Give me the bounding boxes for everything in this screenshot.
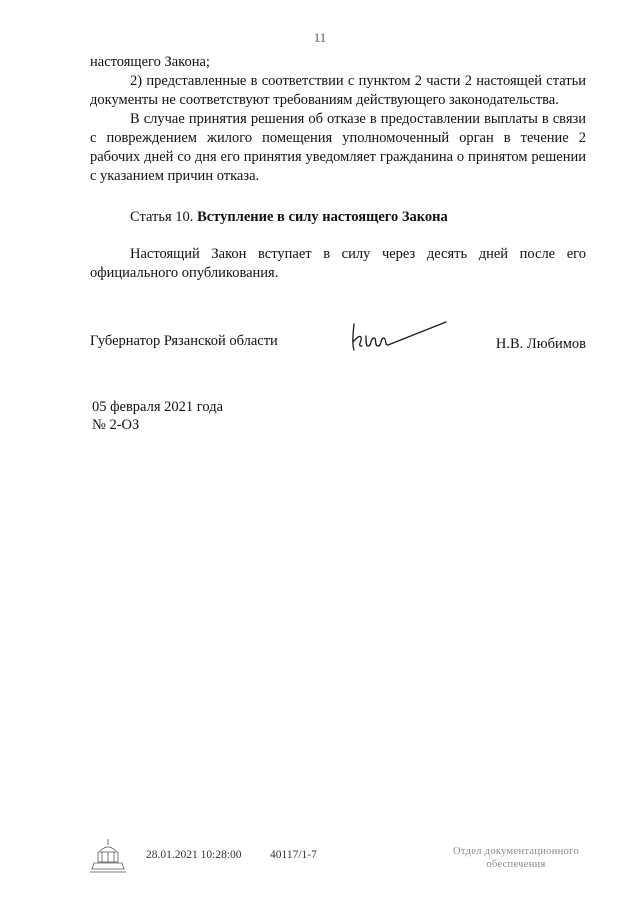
stamp-line-2: обеспечения	[486, 859, 546, 870]
article-heading	[130, 209, 590, 226]
stamp-line-1: Отдел документационного	[452, 846, 580, 857]
paragraph-refusal: В случае принятия решения об отказе в предоставлении выплаты в связи с повреждением жилого помещения уполномоченный орган в течение 2 рабочих дней со дня его принятия уведомляет гражданина о принятом решении с указанием причин отказа.	[90, 111, 586, 184]
body-final	[90, 245, 586, 283]
handwritten-signature	[346, 316, 476, 371]
paragraph-entry-into-force: Настоящий Закон вступает в силу через десять дней после его официального опубликования.	[90, 246, 586, 281]
footer-doc-code: 40117/1-7	[270, 849, 317, 861]
article-prefix: Статья 10.	[130, 209, 194, 225]
article-title: Вступление в силу настоящего Закона	[197, 209, 448, 225]
paragraph-continuation: настоящего Закона;	[90, 54, 210, 70]
footer	[0, 837, 640, 887]
department-stamp	[436, 845, 596, 871]
emblem-icon	[88, 837, 128, 882]
law-number: № 2-ОЗ	[92, 417, 140, 433]
page-number: 11	[313, 30, 327, 45]
governor-name: Н.В. Любимов	[495, 336, 586, 352]
law-date: 05 февраля 2021 года	[92, 399, 224, 415]
paragraph-item-2: 2) представленные в соответствии с пунктом 2 части 2 настоящей статьи документы не соответствуют требованиям действующего законодательства.	[90, 73, 586, 108]
body-top	[90, 53, 586, 186]
governor-title: Губернатор Рязанской области	[90, 333, 278, 349]
law-date-block	[92, 398, 223, 434]
footer-timestamp: 28.01.2021 10:28:00	[146, 849, 242, 861]
signature-row	[90, 330, 586, 370]
